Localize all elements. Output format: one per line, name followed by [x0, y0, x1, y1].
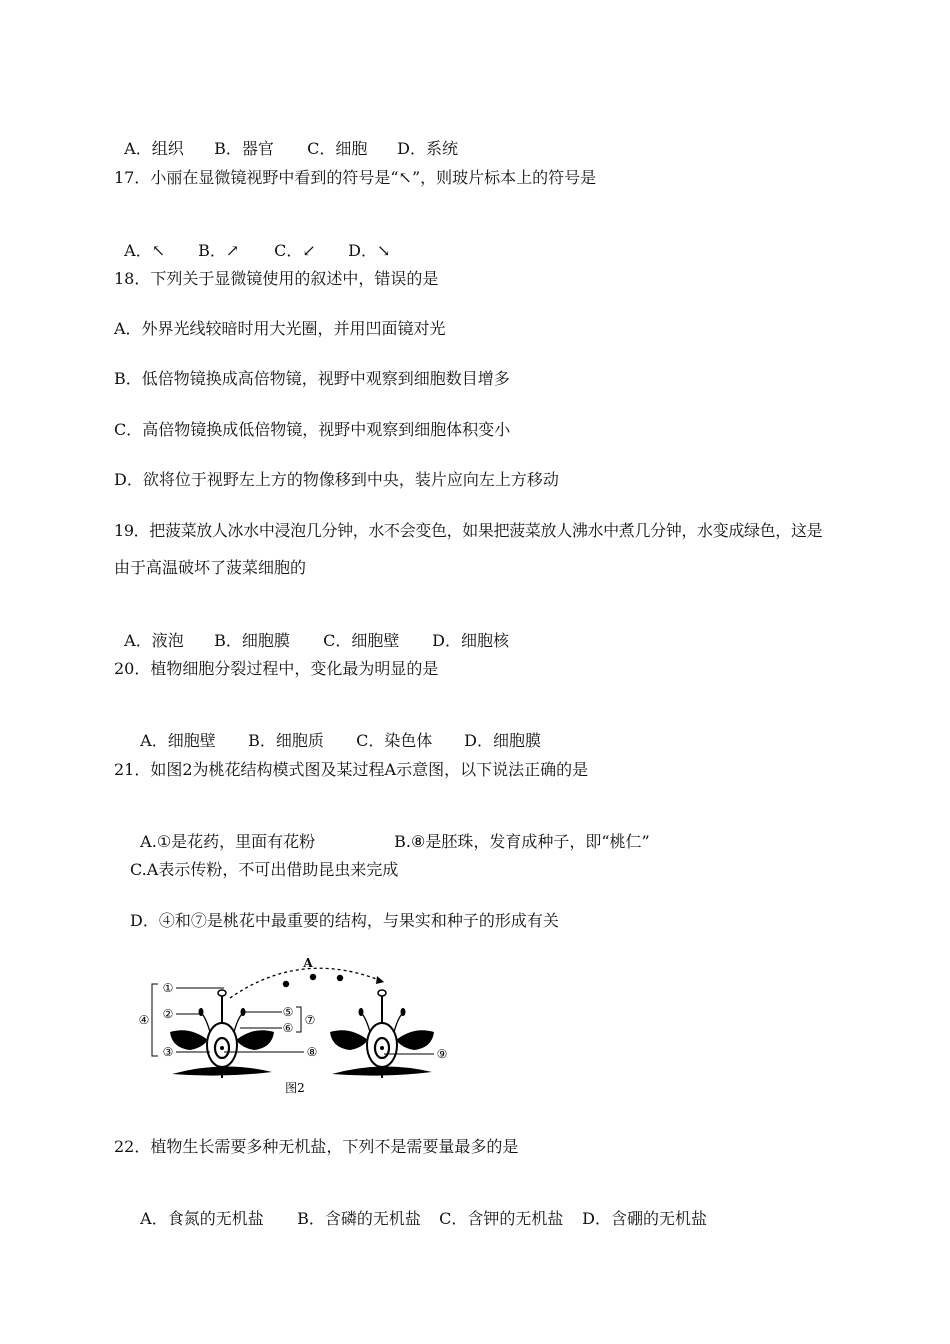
petal-left — [330, 1030, 368, 1050]
q18-option-a: A．外界光线较暗时用大光圈，并用凹面镜对光 — [114, 319, 446, 338]
label-7: ⑦ — [304, 1013, 316, 1027]
q18-option-b: B．低倍物镜换成高倍物镜，视野中观察到细胞数目增多 — [114, 369, 510, 388]
stigma — [378, 990, 386, 996]
q20-option-a: A．细胞壁 — [140, 731, 216, 750]
ovule-center — [380, 1046, 384, 1050]
brace-4 — [152, 984, 158, 1056]
left-flower — [170, 990, 274, 1078]
label-4: ④ — [138, 1013, 150, 1027]
filament-left — [202, 1014, 210, 1032]
petal-left — [170, 1030, 208, 1050]
filament-right — [394, 1014, 402, 1032]
q19-option-d: D．细胞核 — [432, 631, 510, 650]
pollination-arrowhead — [376, 976, 384, 984]
pollen-dot — [283, 981, 289, 987]
q19-options — [114, 608, 509, 652]
q22-stem: 22．植物生长需要多种无机盐，下列不是需要量最多的是 — [114, 1137, 519, 1156]
pollen-dot — [337, 975, 343, 981]
label-8: ⑧ — [306, 1045, 318, 1059]
filament-right — [234, 1014, 242, 1032]
anther-left — [359, 1008, 364, 1016]
q20-stem: 20．植物细胞分裂过程中，变化最为明显的是 — [114, 659, 439, 678]
petal-right — [396, 1030, 434, 1050]
peach-flower-diagram — [132, 952, 462, 1100]
q22-option-d: D．含硼的无机盐 — [582, 1209, 708, 1228]
q22-option-c: C．含钾的无机盐 — [439, 1209, 564, 1228]
q20-option-c: C．染色体 — [356, 731, 433, 750]
q21-option-d: D．④和⑦是桃花中最重要的结构，与果实和种子的形成有关 — [130, 911, 559, 930]
q20-options — [130, 708, 541, 752]
label-9: ⑨ — [436, 1047, 448, 1061]
q17-option-c: C．↙ — [274, 241, 316, 260]
pollen-dot — [310, 974, 316, 980]
brace-7 — [296, 1007, 301, 1032]
label-1: ① — [162, 981, 174, 995]
label-2: ② — [162, 1007, 174, 1021]
q19-option-c: C．细胞壁 — [323, 631, 400, 650]
q17-option-d: D．↘ — [348, 241, 391, 260]
filament-left — [362, 1014, 370, 1032]
pollination-arc — [230, 968, 384, 998]
anther-right — [401, 1008, 406, 1016]
anther-left — [199, 1008, 204, 1016]
q19-stem-line2: 由于高温破坏了菠菜细胞的 — [114, 558, 307, 577]
q17-option-b: B．↗ — [198, 241, 240, 260]
process-label-a: A — [303, 956, 313, 970]
q18-option-d: D．欲将位于视野左上方的物像移到中央，装片应向左上方移动 — [114, 470, 559, 489]
q18-stem: 18．下列关于显微镜使用的叙述中，错误的是 — [114, 269, 439, 288]
q16-option-d: D．系统 — [397, 139, 459, 158]
q21-option-a: A.①是花药，里面有花粉 — [140, 832, 316, 851]
q16-option-a: A．组织 — [124, 139, 184, 158]
q21-options-ab — [130, 809, 650, 853]
q22-option-b: B．含磷的无机盐 — [297, 1209, 421, 1228]
q22-options — [130, 1186, 707, 1230]
q17-stem: 17．小丽在显微镜视野中看到的符号是“↖”，则玻片标本上的符号是 — [114, 168, 597, 187]
q19-option-b: B．细胞膜 — [214, 631, 290, 650]
q16-option-c: C．细胞 — [307, 139, 368, 158]
label-6: ⑥ — [282, 1021, 294, 1035]
q19-stem-line1: 19．把菠菜放人冰水中浸泡几分钟，水不会变色，如果把菠菜放人沸水中煮几分钟，水变成绿色，这是 — [114, 521, 823, 540]
q21-option-b: B.⑧是胚珠，发育成种子，即“桃仁” — [394, 832, 650, 851]
q21-option-c: C.A表示传粉，不可出借助昆虫来完成 — [130, 860, 399, 879]
figure-caption: 图2 — [285, 1081, 305, 1095]
q19-option-a: A．液泡 — [124, 631, 184, 650]
q16-option-b: B．器官 — [214, 139, 274, 158]
stigma — [218, 990, 226, 996]
label-5: ⑤ — [282, 1005, 294, 1019]
q20-option-b: B．细胞质 — [248, 731, 324, 750]
q22-option-a: A．食氮的无机盐 — [140, 1209, 264, 1228]
q18-option-c: C．高倍物镜换成低倍物镜，视野中观察到细胞体积变小 — [114, 420, 511, 439]
right-flower — [330, 990, 434, 1078]
label-3: ③ — [162, 1045, 174, 1059]
q17-option-a: A．↖ — [124, 241, 166, 260]
q20-option-d: D．细胞膜 — [464, 731, 542, 750]
petal-right — [236, 1030, 274, 1050]
ovule-center — [220, 1046, 224, 1050]
q17-options — [114, 218, 390, 262]
q16-options — [114, 116, 458, 160]
q21-stem: 21．如图2为桃花结构模式图及某过程A示意图，以下说法正确的是 — [114, 760, 589, 779]
